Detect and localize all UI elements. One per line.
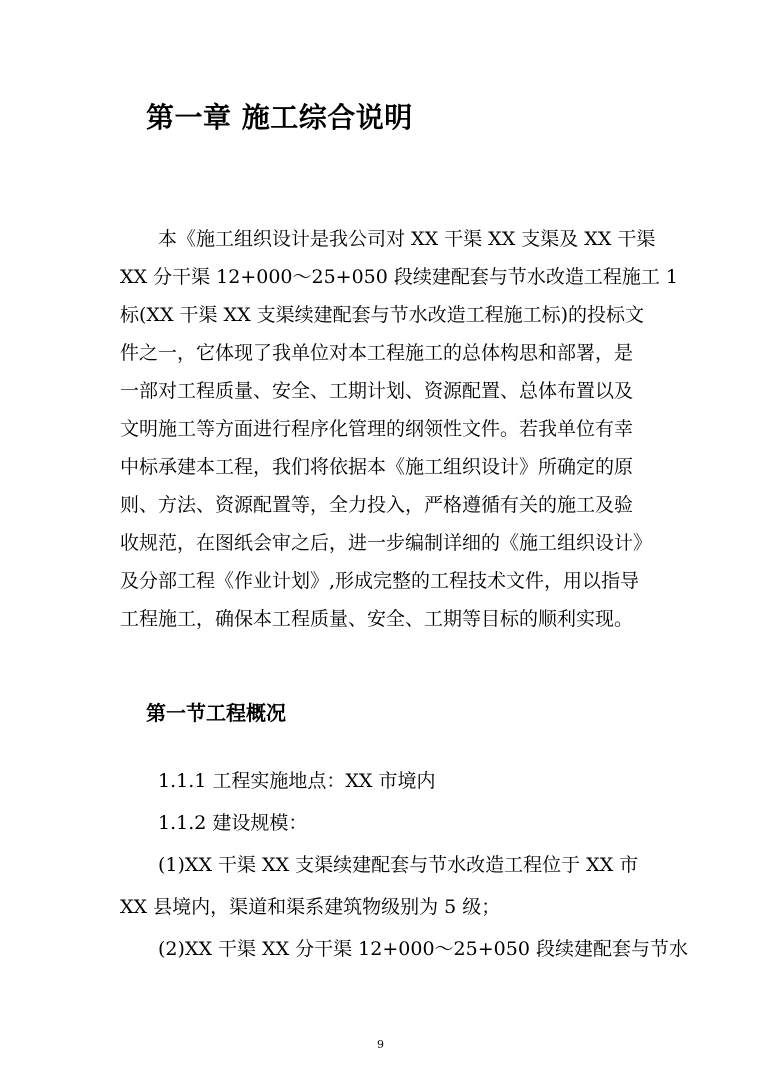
intro-line: 本《施工组织设计是我公司对 XX 干渠 XX 支渠及 XX 干渠 (158, 228, 656, 250)
intro-line: 收规范，在图纸会审之后，进一步编制详细的《施工组织设计》 (120, 532, 653, 554)
intro-line: 文明施工等方面进行程序化管理的纲领性文件。若我单位有幸 (120, 418, 634, 440)
intro-line: 则、方法、资源配置等，全力投入，严格遵循有关的施工及验 (120, 494, 634, 516)
item-scale-heading: 1.1.2 建设规模： (158, 812, 308, 834)
intro-line: XX 分干渠 12+000～25+050 段续建配套与节水改造工程施工 1 (120, 266, 679, 288)
chapter-title: 第一章 施工综合说明 (146, 101, 413, 134)
intro-line: 件之一，它体现了我单位对本工程施工的总体构思和部署，是 (120, 342, 634, 364)
intro-line: 一部对工程质量、安全、工期计划、资源配置、总体布置以及 (120, 380, 634, 402)
item-scale-1-continued: XX 县境内，渠道和渠系建筑物级别为 5 级； (120, 896, 501, 918)
item-scale-2: (2)XX 干渠 XX 分干渠 12+000～25+050 段续建配套与节水 (158, 938, 688, 960)
intro-line: 及分部工程《作业计划》,形成完整的工程技术文件，用以指导 (120, 570, 640, 592)
item-location: 1.1.1 工程实施地点：XX 市境内 (158, 770, 436, 792)
intro-line: 标(XX 干渠 XX 支渠续建配套与节水改造工程施工标)的投标文 (120, 304, 645, 326)
item-scale-1: (1)XX 干渠 XX 支渠续建配套与节水改造工程位于 XX 市 (158, 854, 639, 876)
intro-paragraph (120, 220, 679, 638)
intro-line: 工程施工，确保本工程质量、安全、工期等目标的顺利实现。 (120, 608, 634, 630)
page-number: 9 (377, 1038, 384, 1051)
intro-line: 中标承建本工程，我们将依据本《施工组织设计》所确定的原 (120, 456, 634, 478)
section-title: 第一节工程概况 (146, 701, 286, 725)
